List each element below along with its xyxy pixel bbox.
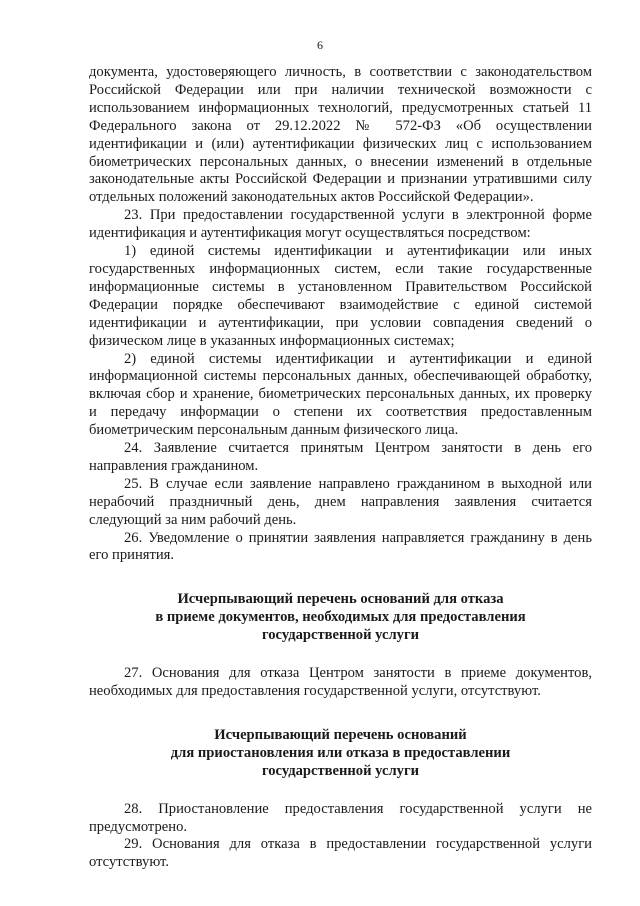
section-heading-refusal-documents: [89, 591, 592, 645]
section-heading-suspension-refusal: [89, 727, 592, 781]
paragraph-23: 23. При предоставлении государственной услуги в электронной форме идентификация и аутентификация могут осуществляться посредством:: [89, 207, 592, 242]
paragraph-23-item-2: 2) единой системы идентификации и аутентификации и единой информационной системы персональных данных, обеспечивающей обработку, включая сбор и хранение, биометрических персональных данных, их проверку и передачу информации о степени их соответствия предоставленным биометрическим персональным данным физического лица.: [89, 350, 592, 439]
paragraph-25: 25. В случае если заявление направлено гражданином в выходной или нерабочий праздничный день, днем направления заявления считается следующий за ним рабочий день.: [89, 475, 592, 528]
spacer: [89, 645, 592, 665]
heading-line: в приеме документов, необходимых для предоставления: [155, 609, 526, 626]
spacer: [89, 781, 592, 801]
spacer: [89, 565, 592, 591]
document-body: [89, 64, 592, 872]
paragraph-27: 27. Основания для отказа Центром занятости в приеме документов, необходимых для предоставления государственной услуги, отсутствуют.: [89, 665, 592, 699]
heading-line: государственной услуги: [261, 762, 420, 779]
heading-line: для приостановления или отказа в предоставлении: [170, 744, 511, 761]
heading-line: государственной услуги: [261, 627, 420, 644]
spacer: [89, 701, 592, 727]
paragraph-28: 28. Приостановление предоставления государственной услуги не предусмотрено.: [89, 800, 592, 835]
paragraph-24: 24. Заявление считается принятым Центром занятости в день его направления гражданином.: [89, 440, 592, 474]
paragraph-26: 26. Уведомление о принятии заявления направляется гражданину в день его принятия.: [89, 529, 592, 564]
heading-line: Исчерпывающий перечень оснований для отказа: [177, 591, 504, 608]
heading-line: Исчерпывающий перечень оснований: [214, 726, 467, 743]
paragraph-23-item-1: 1) единой системы идентификации и аутентификации или иных государственных информационных систем, если такие государственные информационные системы в установленном Правительством Российской Федерации порядке обеспечивают взаимодействие с единой системой идентификации и аутентификации, при условии совпадения сведений о физическом лице в указанных информационных системах;: [89, 243, 592, 349]
paragraph-29: 29. Основания для отказа в предоставлении государственной услуги отсутствуют.: [89, 836, 592, 871]
page-number: 6: [317, 38, 323, 52]
paragraph-continuation: документа, удостоверяющего личность, в соответствии с законодательством Российской Федерации или при наличии технической возможности с использованием информационных технологий, предусмотренных статьей 11 Федерального закона от 29.12.2022 № 572-ФЗ «Об осуществлении идентификации и (или) аутентификации физических лиц с использованием биометрических персональных данных, о внесении изменений в отдельные законодательные акты Российской Федерации и признании утратившими силу отдельных положений законодательных актов Российской Федерации».: [89, 64, 592, 206]
